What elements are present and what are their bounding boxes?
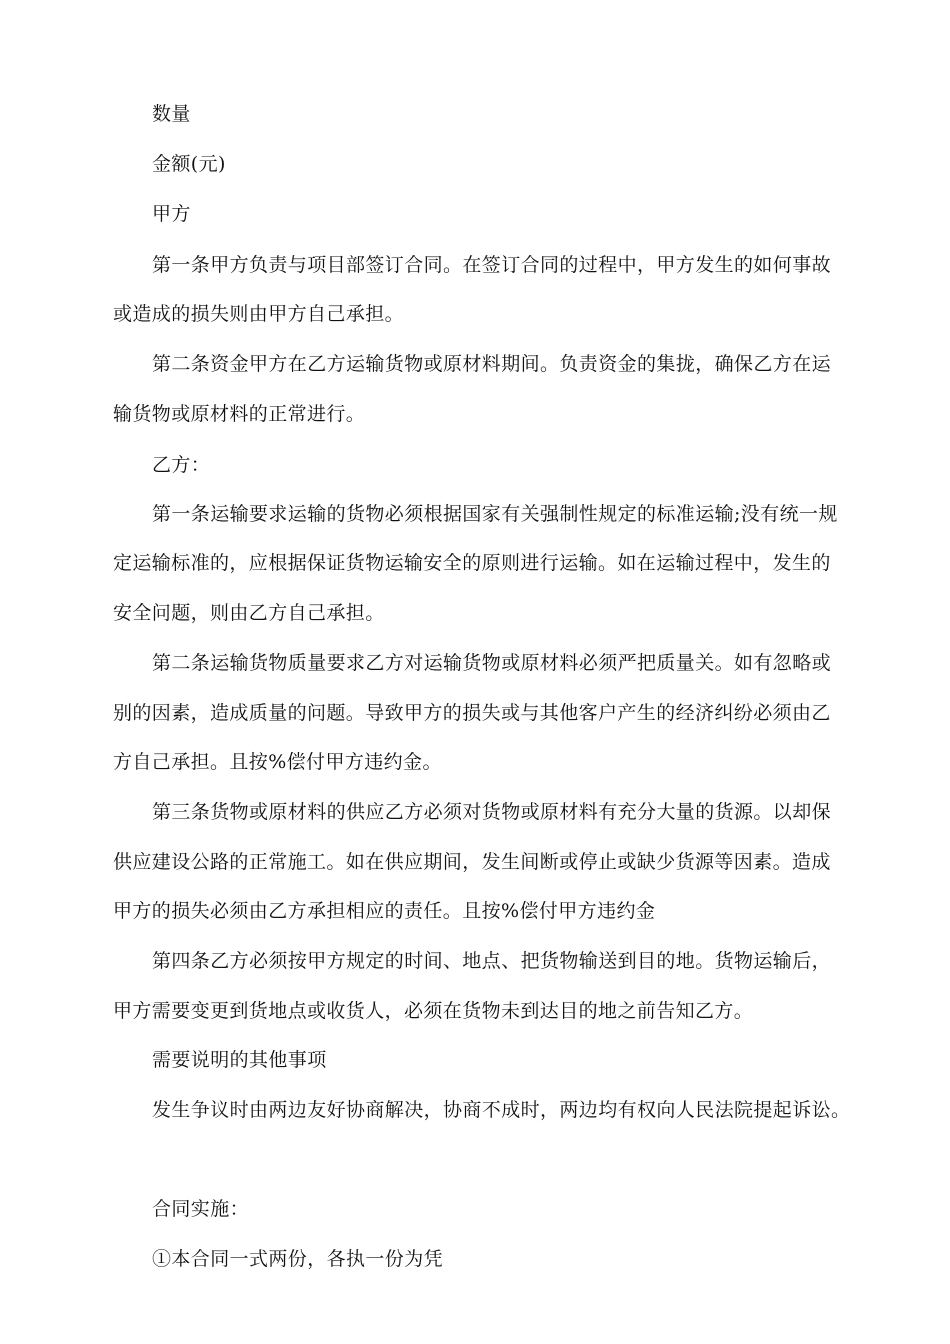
paragraph-line: 方自己承担。且按%偿付甲方违约金。 <box>113 751 442 773</box>
paragraph-line: 供应建设公路的正常施工。如在供应期间，发生间断或停止或缺少货源等因素。造成 <box>113 851 831 873</box>
paragraph-line: 安全问题，则由乙方自己承担。 <box>113 602 385 624</box>
heading-party-b: 乙方： <box>152 454 211 476</box>
paragraph-line: 发生争议时由两边友好协商解决，协商不成时，两边均有权向人民法院提起诉讼。 <box>152 1099 851 1121</box>
paragraph-line: 别的因素，造成质量的问题。导致甲方的损失或与其他客户产生的经济纠纷必须由乙 <box>113 702 831 724</box>
paragraph-line: 定运输标准的，应根据保证货物运输安全的原则进行运输。如在运输过程中，发生的 <box>113 552 831 574</box>
paragraph-line: 第一条甲方负责与项目部签订合同。在签订合同的过程中，甲方发生的如何事故 <box>152 254 832 276</box>
heading-contract-implementation: 合同实施： <box>152 1198 250 1220</box>
list-item: ①本合同一式两份，各执一份为凭 <box>152 1248 444 1270</box>
heading-other-matters: 需要说明的其他事项 <box>152 1049 327 1071</box>
line-amount: 金额(元) <box>152 153 226 175</box>
paragraph-line: 第二条运输货物质量要求乙方对运输货物或原材料必须严把质量关。如有忽略或 <box>152 652 832 674</box>
paragraph-line: 输货物或原材料的正常进行。 <box>113 403 366 425</box>
paragraph-line: 甲方需要变更到货地点或收货人，必须在货物未到达目的地之前告知乙方。 <box>113 1000 754 1022</box>
line-quantity: 数量 <box>152 103 191 125</box>
paragraph-line: 甲方的损失必须由乙方承担相应的责任。且按%偿付甲方违约金 <box>113 900 656 922</box>
paragraph-line: 第四条乙方必须按甲方规定的时间、地点、把货物输送到目的地。货物运输后， <box>152 950 832 972</box>
paragraph-line: 第二条资金甲方在乙方运输货物或原材料期间。负责资金的集拢，确保乙方在运 <box>152 353 832 375</box>
paragraph-line: 第一条运输要求运输的货物必须根据国家有关强制性规定的标准运输;没有统一规 <box>152 503 838 525</box>
paragraph-line: 或造成的损失则由甲方自己承担。 <box>113 303 405 325</box>
heading-party-a: 甲方 <box>152 203 191 225</box>
paragraph-line: 第三条货物或原材料的供应乙方必须对货物或原材料有充分大量的货源。以却保 <box>152 801 832 823</box>
